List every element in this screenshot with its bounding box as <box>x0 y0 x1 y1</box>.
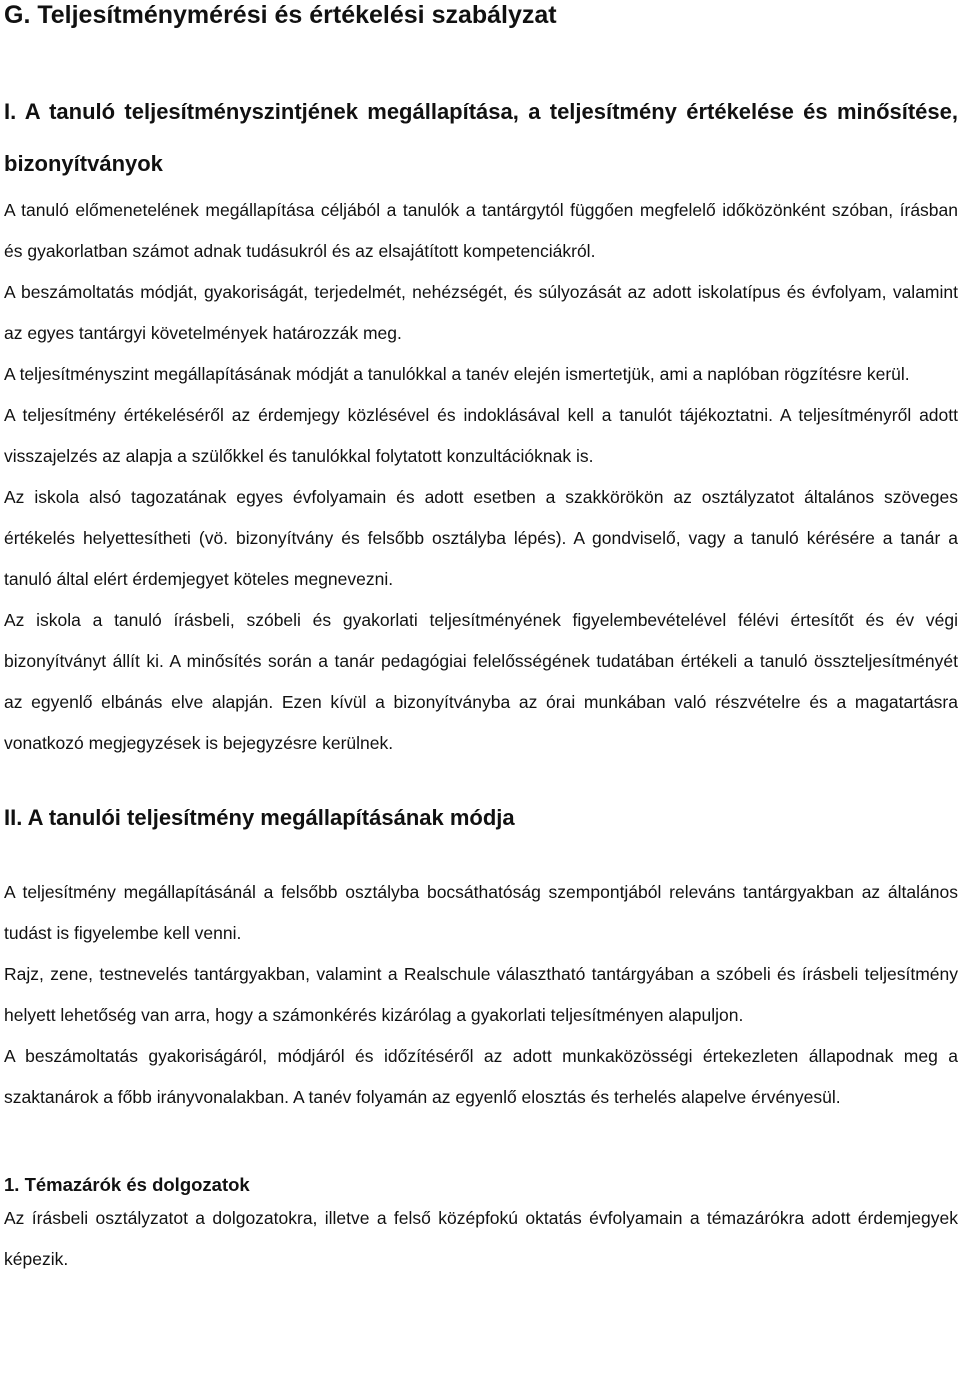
document-title: G. Teljesítménymérési és értékelési szabályzat <box>4 1 557 29</box>
document-page <box>4 0 958 1280</box>
section-2-body <box>4 872 958 1118</box>
paragraph: Rajz, zene, testnevelés tantárgyakban, valamint a Realschule választható tantárgyában a szóbeli és írásbeli teljesítmény helyett lehetőség van arra, hogy a számonkérés kizárólag a gyakorlati teljesítményen alapuljon. <box>4 964 958 1025</box>
paragraph: A teljesítményszint megállapításának módját a tanulókkal a tanév elején ismertetjük, ami a naplóban rögzítésre kerül. <box>4 364 910 384</box>
section-1-heading: I. A tanuló teljesítményszintjének megállapítása, a teljesítmény értékelése és minősítése, bizonyítványok <box>4 99 958 176</box>
subsection-1-heading: 1. Témazárók és dolgozatok <box>4 1174 250 1195</box>
paragraph: A teljesítmény megállapításánál a felsőbb osztályba bocsáthatóság szempontjából releváns tantárgyakban az általános tudást is figyelembe kell venni. <box>4 882 958 943</box>
paragraph: A beszámoltatás gyakoriságáról, módjáról és időzítéséről az adott munkaközösségi értekezleten állapodnak meg a szaktanárok a főbb irányvonalakban. A tanév folyamán az egyenlő elosztás és terhelés alapelve érvényesül. <box>4 1046 958 1107</box>
paragraph: A beszámoltatás módját, gyakoriságát, terjedelmét, nehézségét, és súlyozását az adott iskolatípus és évfolyam, valamint az egyes tantárgyi követelmények határozzák meg. <box>4 282 958 343</box>
paragraph: Az iskola a tanuló írásbeli, szóbeli és gyakorlati teljesítményének figyelembevételével félévi értesítőt és év végi bizonyítványt állít ki. A minősítés során a tanár pedagógiai felelősségének tudatában értékeli a tanuló összteljesítményét az egyenlő elbánás elve alapján. Ezen kívül a bizonyítványba az órai munkában való részvételre és a magatartásra vonatkozó megjegyzések is bejegyzésre kerülnek. <box>4 610 958 753</box>
spacer <box>4 836 958 872</box>
section-1-body <box>4 190 958 764</box>
paragraph: A tanuló előmenetelének megállapítása céljából a tanulók a tantárgytól függően megfelelő időközönként szóban, írásban és gyakorlatban számot adnak tudásukról és az elsajátított kompetenciákról. <box>4 200 958 261</box>
subsection-1-body <box>4 1198 958 1280</box>
section-2-heading: II. A tanulói teljesítmény megállapításának módja <box>4 805 515 830</box>
paragraph: Az iskola alsó tagozatának egyes évfolyamain és adott esetben a szakkörökön az osztályzatot általános szöveges értékelés helyettesítheti (vö. bizonyítvány és felsőbb osztályba lépés). A gondviselő, vagy a tanuló kérésére a tanár a tanuló által elért érdemjegyet köteles megnevezni. <box>4 487 958 589</box>
paragraph: A teljesítmény értékeléséről az érdemjegy közlésével és indoklásával kell a tanulót tájékoztatni. A teljesítményről adott visszajelzés az alapja a szülőkkel és tanulókkal folytatott konzultációknak is. <box>4 405 958 466</box>
paragraph: Az írásbeli osztályzatot a dolgozatokra, illetve a felső középfokú oktatás évfolyamain a témazárókra adott érdemjegyek képezik. <box>4 1208 958 1269</box>
